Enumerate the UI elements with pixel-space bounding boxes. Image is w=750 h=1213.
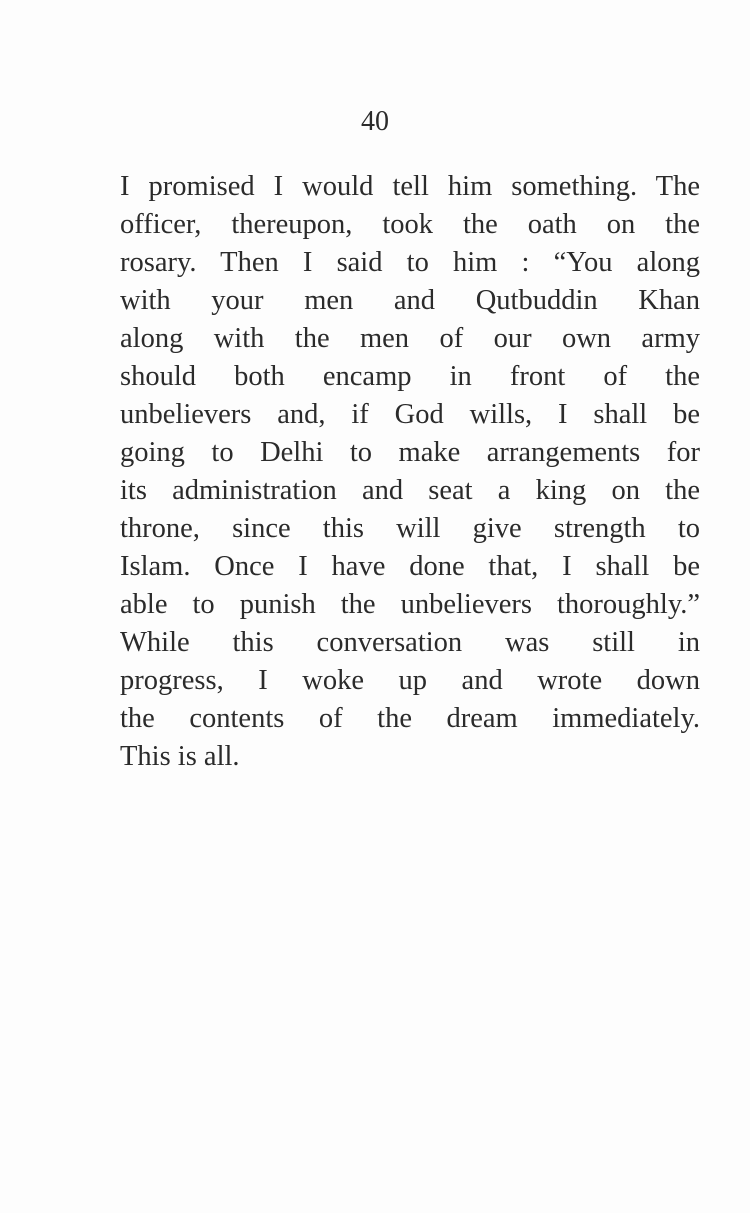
text-line: able to punish the unbelievers thoroughly.” [120,589,700,620]
text-line: with your men and Qutbuddin Khan [120,285,700,316]
text-line: officer, thereupon, took the oath on the [120,209,700,240]
text-line: progress, I woke up and wrote down [120,665,700,696]
text-line: unbelievers and, if God wills, I shall be [120,399,700,430]
text-line: should both encamp in front of the [120,361,700,392]
text-line: the contents of the dream immediately. [120,703,700,734]
text-line: rosary. Then I said to him : “You along [120,247,700,278]
body-paragraph [120,168,700,776]
text-line: Islam. Once I have done that, I shall be [120,551,700,582]
text-line: While this conversation was still in [120,627,700,658]
text-line: going to Delhi to make arrangements for [120,437,700,468]
text-line: along with the men of our own army [120,323,700,354]
text-line: throne, since this will give strength to [120,513,700,544]
text-line-last: This is all. [120,741,240,772]
text-line: its administration and seat a king on the [120,475,700,506]
text-line: I promised I would tell him something. The [120,171,700,202]
page-number: 40 [361,106,389,137]
